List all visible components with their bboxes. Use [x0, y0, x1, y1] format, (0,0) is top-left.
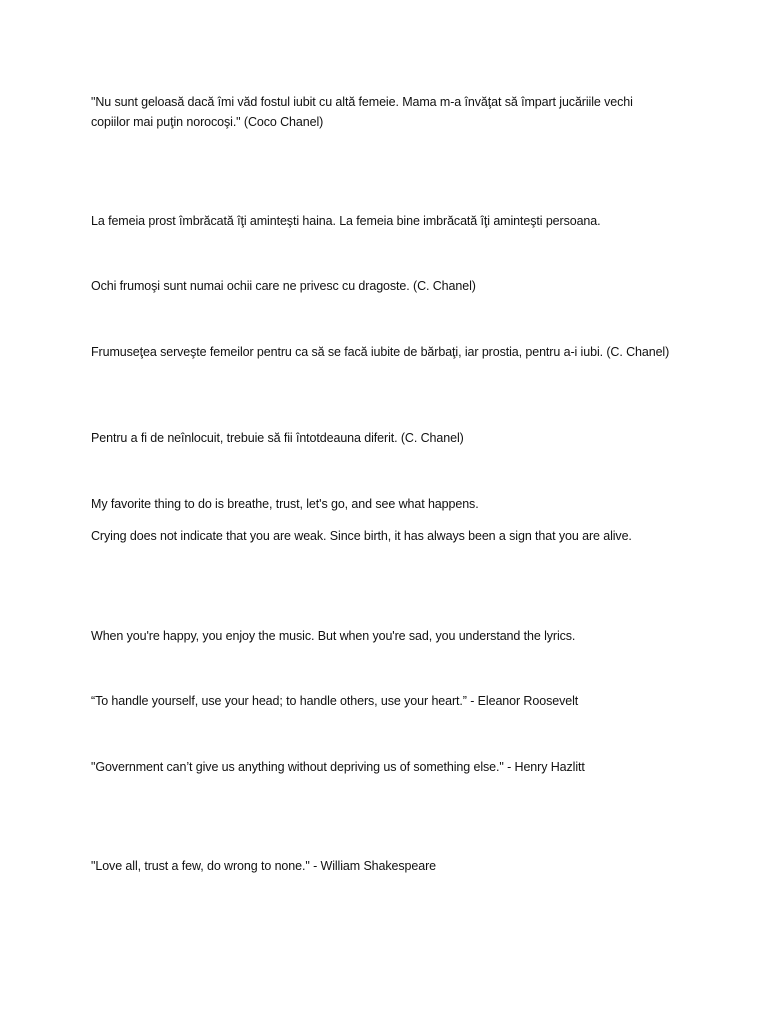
quote-paragraph: “To handle yourself, use your head; to handle others, use your heart.” - Eleanor Roosevelt	[91, 694, 579, 708]
quote-paragraph: Pentru a fi de neînlocuit, trebuie să fii întotdeauna diferit. (C. Chanel)	[91, 431, 464, 445]
quote-paragraph: Crying does not indicate that you are weak. Since birth, it has always been a sign that you are alive.	[91, 529, 632, 543]
quote-paragraph: Ochi frumoşi sunt numai ochii care ne privesc cu dragoste. (C. Chanel)	[91, 279, 476, 293]
quote-paragraph: "Nu sunt geloasă dacă îmi văd fostul iubit cu altă femeie. Mama m-a învăţat să împart jucăriile vechi copiilor mai puţin norocoşi." (Coco Chanel)	[91, 95, 633, 129]
quote-paragraph: La femeia prost îmbrăcată îţi aminteşti haina. La femeia bine imbrăcată îţi aminteşti persoana.	[91, 214, 601, 228]
quote-paragraph: When you're happy, you enjoy the music. But when you're sad, you understand the lyrics.	[91, 629, 576, 643]
quote-paragraph: "Government can’t give us anything without depriving us of something else." - Henry Hazlitt	[91, 760, 585, 774]
quote-paragraph: My favorite thing to do is breathe, trust, let's go, and see what happens.	[91, 497, 479, 511]
quote-paragraph: "Love all, trust a few, do wrong to none." - William Shakespeare	[91, 859, 437, 873]
quote-paragraph: Frumuseţea serveşte femeilor pentru ca să se facă iubite de bărbaţi, iar prostia, pentru a-i iubi. (C. Chanel)	[91, 345, 670, 359]
